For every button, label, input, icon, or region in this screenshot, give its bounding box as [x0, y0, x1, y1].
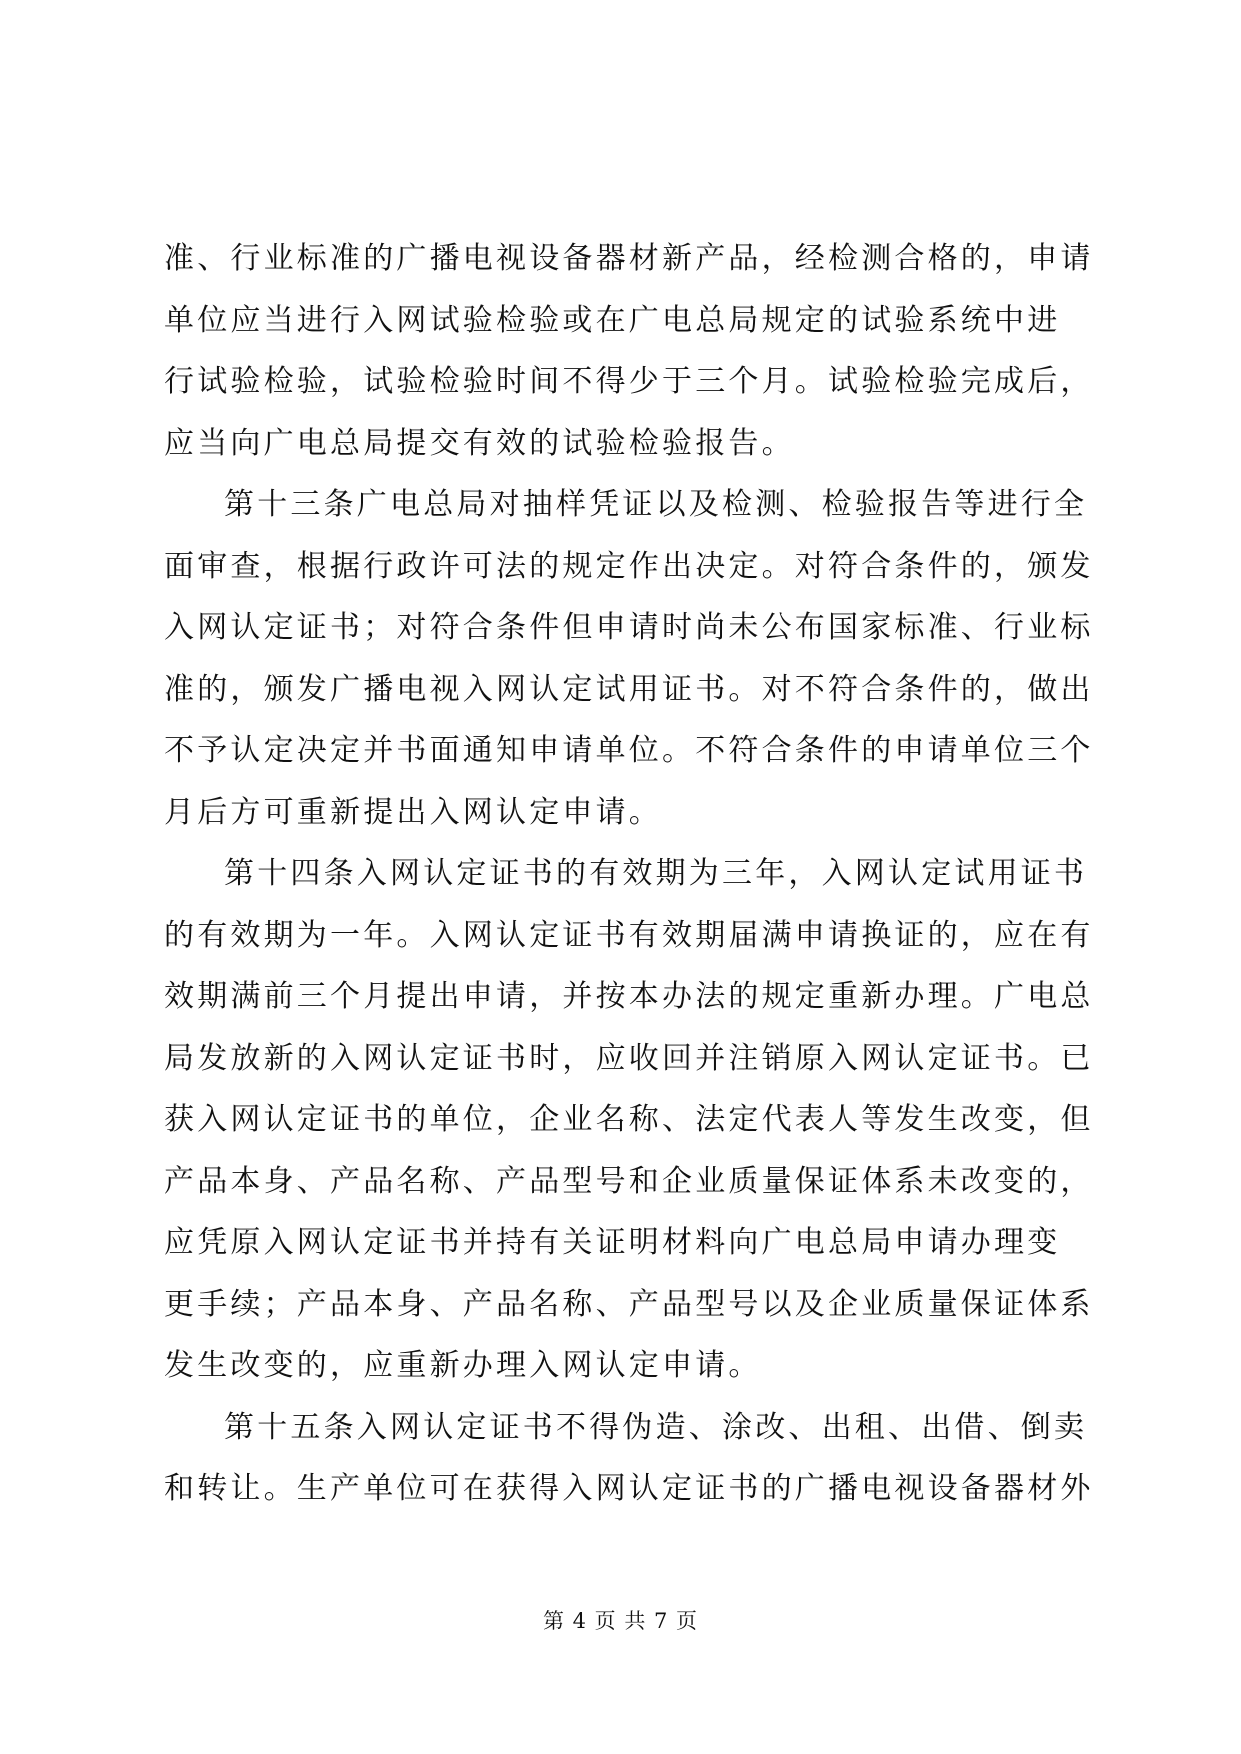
- text-line: 入网认定证书；对符合条件但申请时尚未公布国家标准、行业标: [164, 610, 1094, 645]
- article-15-first-line: 第十五条入网认定证书不得伪造、涂改、出租、出借、倒卖: [224, 1409, 1088, 1445]
- page-number-footer: 第 4 页 共 7 页: [542, 1609, 699, 1633]
- text-line: 月后方可重新提出入网认定申请。: [164, 794, 662, 830]
- text-line: 局发放新的入网认定证书时，应收回并注销原入网认定证书。已: [164, 1040, 1094, 1076]
- text-line: 产品本身、产品名称、产品型号和企业质量保证体系未改变的，: [164, 1163, 1094, 1199]
- text-line: 获入网认定证书的单位，企业名称、法定代表人等发生改变，但: [164, 1102, 1094, 1137]
- text-line: 和转让。生产单位可在获得入网认定证书的广播电视设备器材外: [164, 1471, 1094, 1506]
- text-line: 单位应当进行入网试验检验或在广电总局规定的试验系统中进: [164, 302, 1061, 338]
- text-line: 的有效期为一年。入网认定证书有效期届满申请换证的，应在有: [164, 917, 1094, 953]
- text-line: 不予认定决定并书面通知申请单位。不符合条件的申请单位三个: [164, 733, 1094, 768]
- text-line: 应凭原入网认定证书并持有关证明材料向广电总局申请办理变: [164, 1225, 1061, 1260]
- text-line: 应当向广电总局提交有效的试验检验报告。: [164, 425, 795, 461]
- text-line: 更手续；产品本身、产品名称、产品型号以及企业质量保证体系: [164, 1286, 1094, 1322]
- document-body: [164, 228, 1094, 1520]
- text-line: 准的，颁发广播电视入网认定试用证书。对不符合条件的，做出: [164, 671, 1094, 707]
- article-13-first-line: 第十三条广电总局对抽样凭证以及检测、检验报告等进行全: [224, 487, 1088, 522]
- article-14-first-line: 第十四条入网认定证书的有效期为三年，入网认定试用证书: [224, 856, 1088, 891]
- text-line: 发生改变的，应重新办理入网认定申请。: [164, 1348, 762, 1383]
- text-line: 行试验检验，试验检验时间不得少于三个月。试验检验完成后，: [164, 364, 1094, 399]
- text-line: 面审查，根据行政许可法的规定作出决定。对符合条件的，颁发: [164, 548, 1094, 584]
- text-line: 准、行业标准的广播电视设备器材新产品，经检测合格的，申请: [164, 241, 1094, 276]
- text-line: 效期满前三个月提出申请，并按本办法的规定重新办理。广电总: [164, 979, 1094, 1014]
